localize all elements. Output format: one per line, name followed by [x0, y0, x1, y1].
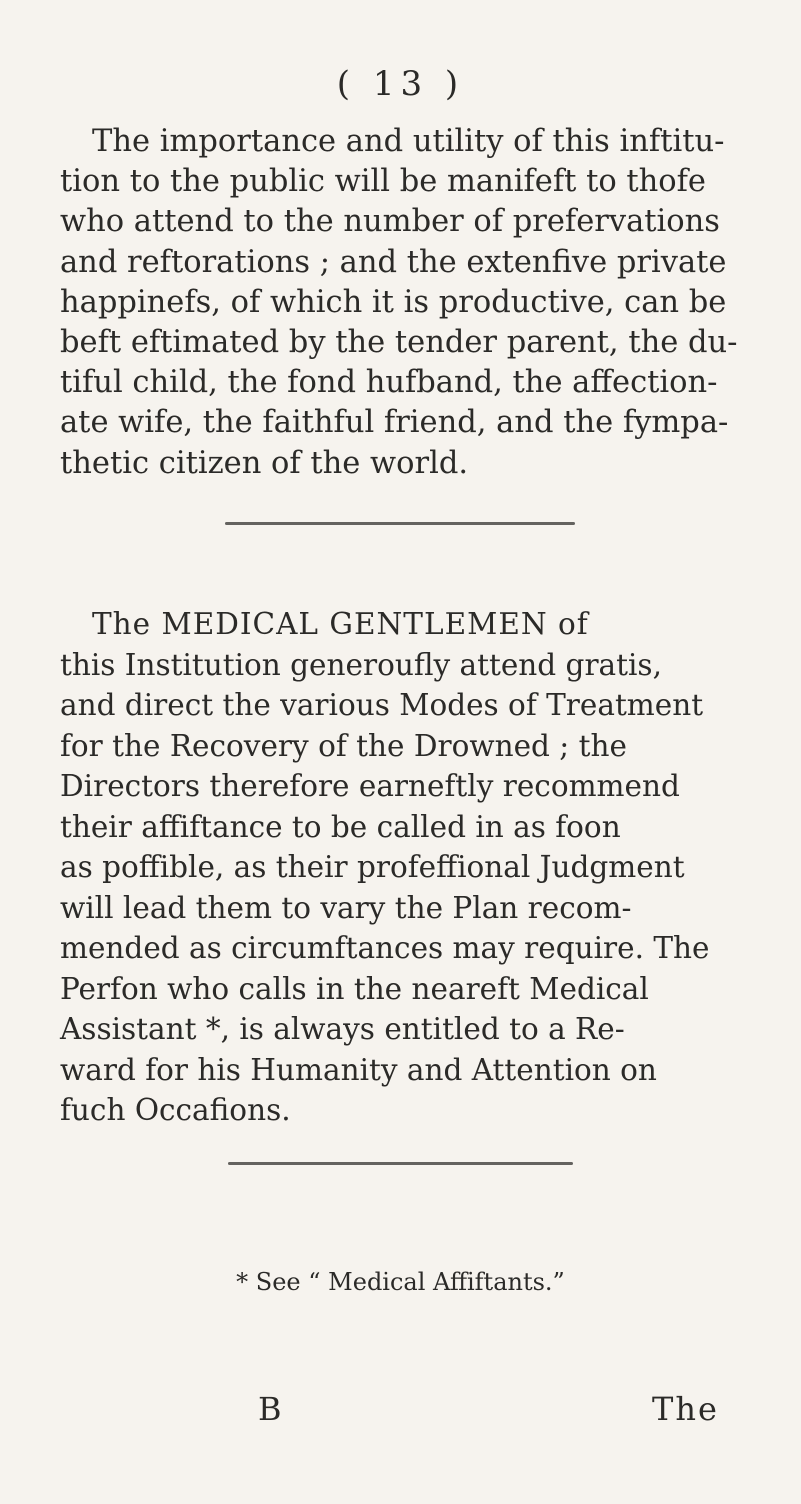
text-line: ward for his Humanity and Attention on [60, 1052, 657, 1087]
footnote: * See “ Medical Affiftants.” [236, 1268, 565, 1296]
text-line: as poffible, as their profeffional Judgment [60, 850, 685, 884]
text-line: mended as circumftances may require. The [60, 931, 710, 965]
text-line: The importance and utility of this inftitu- [92, 124, 725, 159]
text-line: happinefs, of which it is productive, can be [60, 284, 727, 320]
text-line: tion to the public will be manifeft to thofe [60, 164, 706, 200]
text-line: this Institution generoufly attend gratis, [60, 647, 662, 682]
page-number: ( 13 ) [336, 64, 465, 104]
signature-mark: B [258, 1390, 282, 1428]
text-line: ate wife, the faithful friend, and the fympa- [60, 405, 729, 441]
text-line: for the Recovery of the Drowned ; the [60, 728, 627, 763]
text-line: Assistant *, is always entitled to a Re- [60, 1012, 625, 1046]
text-line: and reftorations ; and the extenfive private [60, 244, 727, 280]
text-line: Perfon who calls in the neareft Medical [60, 971, 649, 1006]
paragraph-medical-gentlemen [60, 604, 780, 1131]
section-divider [225, 522, 575, 525]
text-line: fuch Occafions. [60, 1093, 291, 1127]
section-divider [228, 1162, 573, 1165]
text-line: The MEDICAL GENTLEMEN of [92, 607, 589, 641]
text-line: who attend to the number of prefervations [60, 204, 720, 240]
paragraph-importance [60, 122, 780, 484]
text-line: tiful child, the fond hufband, the affection- [60, 365, 718, 401]
text-line: and direct the various Modes of Treatment [60, 688, 704, 722]
text-line: will lead them to vary the Plan recom- [60, 890, 632, 925]
text-line: Directors therefore earneftly recommend [60, 769, 680, 803]
text-line: their affiftance to be called in as foon [60, 809, 621, 844]
text-line: thetic citizen of the world. [60, 445, 469, 481]
catchword: The [652, 1390, 719, 1428]
text-line: beft eftimated by the tender parent, the du- [60, 325, 738, 361]
